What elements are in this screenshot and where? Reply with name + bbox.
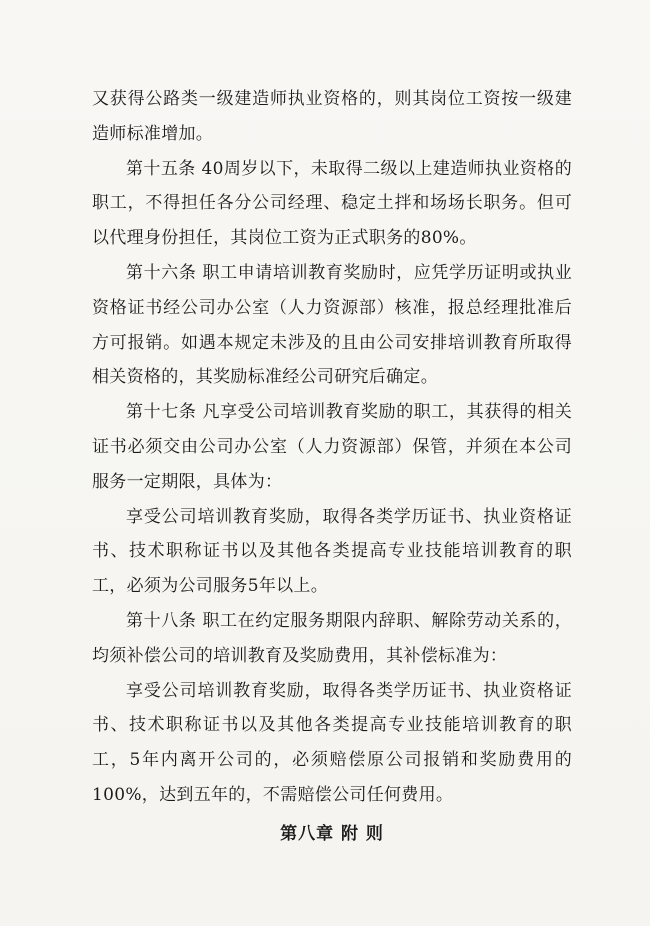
paragraph-article-16: 第十六条 职工申请培训教育奖励时，应凭学历证明或执业资格证书经公司办公室（人力资源部）核准，报总经理批准后方可报销。如遇本规定未涉及的且由公司安排培训教育所取得相关资格的，其奖励标准经公司研究后确定。	[92, 262, 572, 388]
paragraph-article-15: 第十五条 40周岁以下，未取得二级以上建造师执业资格的职工，不得担任各分公司经理、稳定土拌和场场长职务。但可以代理身份担任，其岗位工资为正式职务的80%。	[92, 158, 572, 249]
document-body	[92, 82, 572, 849]
paragraph-article-18-detail: 享受公司培训教育奖励，取得各类学历证书、执业资格证书、技术职称证书以及其他各类提高专业技能培训教育的职工，5年内离开公司的，必须赔偿原公司报销和奖励费用的100%，达到五年的，不需赔偿公司任何费用。	[92, 680, 572, 805]
paragraph-article-17: 第十七条 凡享受公司培训教育奖励的职工，其获得的相关证书必须交由公司办公室（人力资源部）保管，并须在本公司服务一定期限，具体为：	[92, 402, 572, 492]
paragraph-article-18: 第十八条 职工在约定服务期限内辞职、解除劳动关系的，均须补偿公司的培训教育及奖励费用，其补偿标准为：	[92, 610, 572, 666]
paragraph-article-17-detail: 享受公司培训教育奖励，取得各类学历证书、执业资格证书、技术职称证书以及其他各类提高专业技能培训教育的职工，必须为公司服务5年以上。	[92, 506, 572, 597]
chapter-heading: 第八章 附 则	[280, 823, 384, 844]
paragraph-continuation: 又获得公路类一级建造师执业资格的，则其岗位工资按一级建造师标准增加。	[92, 89, 572, 144]
